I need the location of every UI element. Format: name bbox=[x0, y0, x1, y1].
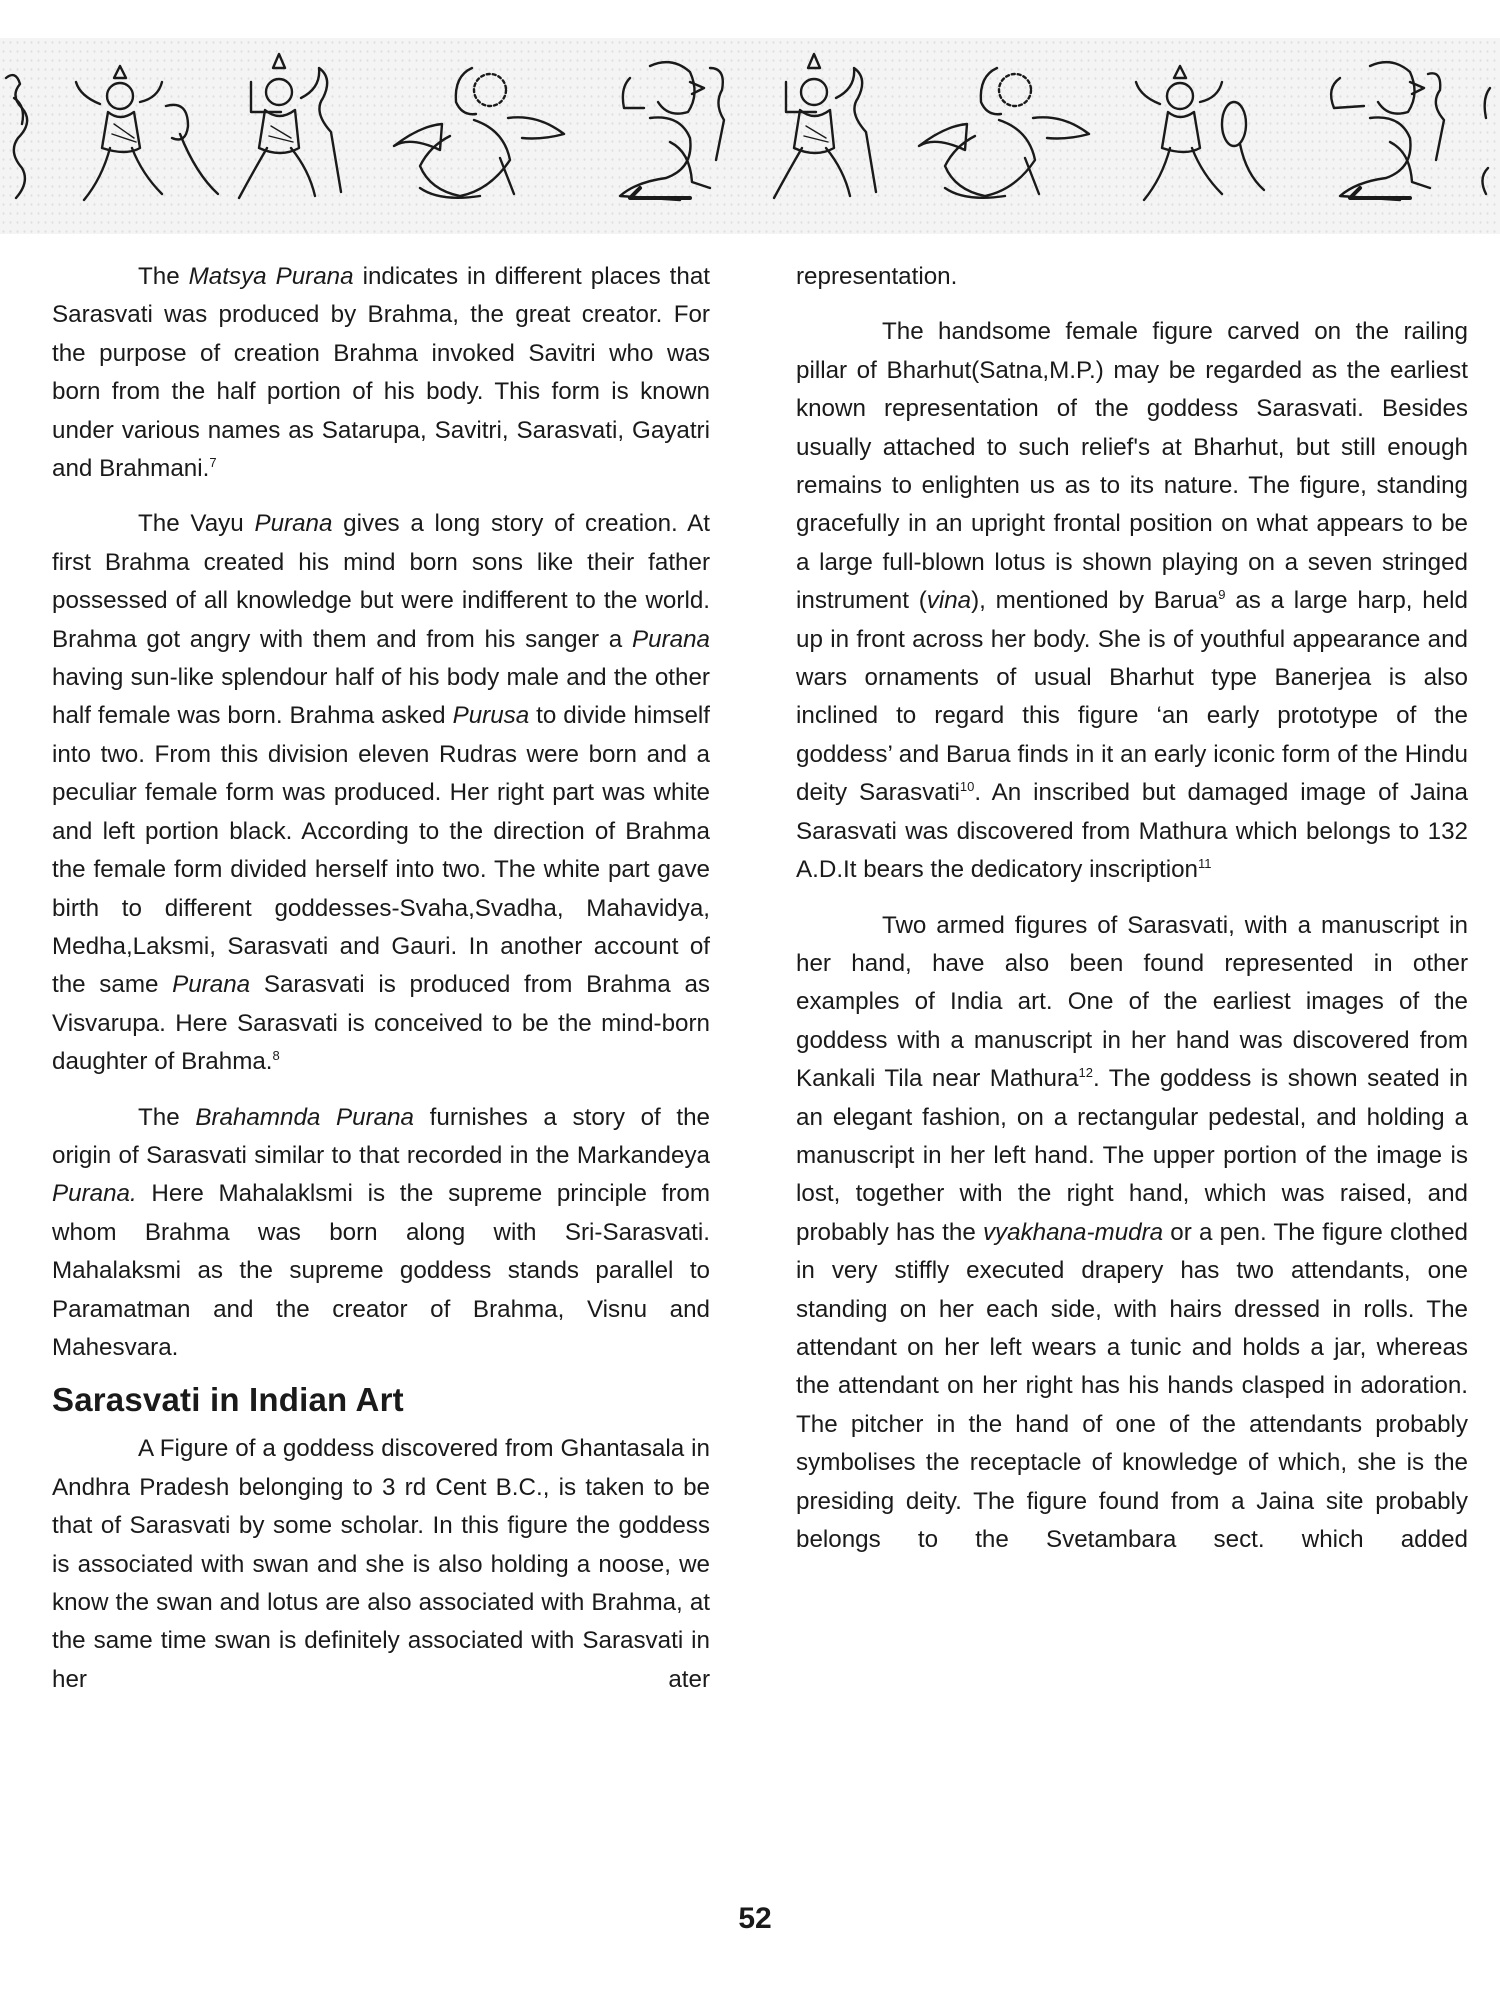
right-column bbox=[796, 258, 1468, 1576]
dancer-figure-icon bbox=[919, 68, 1089, 198]
italic-term: Purana. bbox=[52, 1180, 137, 1208]
italic-term: vyakhana-mudra bbox=[982, 1218, 1164, 1246]
dancer-figure-icon bbox=[1482, 88, 1490, 194]
footnote-ref[interactable]: 12 bbox=[1078, 1065, 1093, 1081]
italic-term: vina bbox=[926, 587, 972, 615]
dancer-figure-icon bbox=[6, 75, 27, 198]
left-column bbox=[52, 258, 710, 1716]
paragraph-bharhut: The handsome female figure carved on the railing pillar of Bharhut(Satna,M.P.) may be regarded as the earliest known representation of the goddess Sarasvati. Besides usually attached to such relief's at Bharhut, but still enough remains to enlighten us as to its nature. The figure, standing gracefully in an upright frontal position on what appears to be a large full-blown lotus is shown playing on a seven stringed instrument (vina), mentioned by Barua$^9$ as a large harp, held up in front across her body. She is of youthful appearance and wars ornaments of usual Bharhut type Banerjea is also inclined to regard this figure ‘an early prototype of the goddess’ and Barua finds in it an early iconic form of the Hindu deity Sarasvati$^{10}$. An inscribed but damaged image of Jaina Sarasvati was discovered from Mathura which belongs to 132 A.D.It bears the dedicatory inscription$^{11}$ bbox=[796, 318, 1468, 884]
dancer-figure-icon bbox=[1331, 62, 1444, 200]
footnote-ref[interactable]: 10 bbox=[959, 779, 975, 795]
decorative-frieze bbox=[0, 38, 1500, 234]
footnote-ref[interactable]: 8 bbox=[272, 1048, 280, 1064]
paragraph-vayu-purana: The Vayu Purana gives a long story of creation. At first Brahma created his mind born sons like their father possessed of all knowledge but were indifferent to the world. Brahma got angry with them and from his sanger a Purana having sun-like splendour half of his body male and the other half female was born. Brahma asked Purusa to divide himself into two. From this division eleven Rudras were born and a peculiar female form was produced. Her right part was white and left portion black. According to the direction of Brahma the female form divided herself into two. The white part gave birth to different goddesses-Svaha,Svadha, Mahavidya, Medha,Laksmi, Sarasvati and Gauri. In another account of the same Purana Sarasvati is produced from Brahma as Visvarupa. Here Sarasvati is conceived to be the mind-born daughter of Brahma.$^8$ bbox=[52, 510, 711, 1076]
paragraph-ghantasala: A Figure of a goddess discovered from Ghantasala in Andhra Pradesh belonging to 3 rd Cent B.C., is taken to be that of Sarasvati by some scholar. In this figure the goddess is associated with swan and she is also holding a noose, we know the swan and lotus are also associated with Brahma, at the same time swan is definitely associated with Sarasvati in her ater bbox=[52, 1435, 710, 1693]
dancer-figure-icon bbox=[1136, 66, 1264, 200]
italic-term: Purusa bbox=[452, 702, 530, 730]
italic-term: Brahamnda Purana bbox=[195, 1103, 415, 1131]
page-number: 52 bbox=[738, 1902, 772, 1935]
footnote-ref[interactable]: 7 bbox=[209, 454, 217, 470]
dancer-figure-icon bbox=[239, 54, 341, 198]
paragraph-brahmanda-purana: The Brahamnda Purana furnishes a story of the origin of Sarasvati similar to that recorded in the Markandeya Purana. Here Mahalaklsmi is the supreme principle from whom Brahma was born along with Sri-Sarasvati. Mahalaksmi as the supreme goddess stands parallel to Paramatman and the creator of Brahma, Visnu and Mahesvara. bbox=[52, 1103, 711, 1361]
paragraph-matsya-purana: The Matsya Purana indicates in different places that Sarasvati was produced by Brahma, the great creator. For the purpose of creation Brahma invoked Savitri who was born from the half portion of his body. This form is known under various names as Satarupa, Savitri, Sarasvati, Gayatri and Brahmani.$^7$ bbox=[52, 263, 710, 483]
italic-term: Purana bbox=[172, 971, 251, 999]
italic-term: Matsya Purana bbox=[188, 263, 354, 290]
footnote-ref[interactable]: 11 bbox=[1197, 856, 1212, 872]
dancer-figure-icon bbox=[620, 62, 724, 200]
italic-term: Purana bbox=[632, 625, 710, 653]
dancer-figure-icon bbox=[774, 54, 876, 198]
dancing-figures-illustration bbox=[0, 38, 1500, 234]
dancer-figure-icon bbox=[76, 66, 218, 200]
dancer-figure-icon bbox=[394, 68, 564, 198]
paragraph-two-armed-figures: Two armed figures of Sarasvati, with a manuscript in her hand, have also been found represented in other examples of India art. One of the earliest images of the goddess with a manuscript in her hand was discovered from Kankali Tila near Mathura$^{12}$. The goddess is shown seated in an elegant fashion, on a rectangular pedestal, and holding a manuscript in her left hand. The upper portion of the image is lost, together with the right hand, which was raised, and probably has the vyakhana-mudra or a pen. The figure clothed in very stiffly executed drapery has two attendants, one standing on her each side, with hairs dressed in rolls. The attendant on her left wears a tunic and holds a jar, whereas the attendant on her right has his hands clasped in adoration. The pitcher in the hand of one of the attendants probably symbolises the receptacle of knowledge of which, she is the presiding deity. The figure found from a Jaina site probably belongs to the Svetambara sect. which added bbox=[796, 911, 1468, 1553]
italic-term: Purana bbox=[254, 510, 333, 538]
footnote-ref[interactable]: 9 bbox=[1218, 587, 1226, 603]
section-heading: Sarasvati in Indian Art bbox=[52, 1381, 404, 1419]
paragraph-continuation: representation. bbox=[796, 263, 958, 290]
